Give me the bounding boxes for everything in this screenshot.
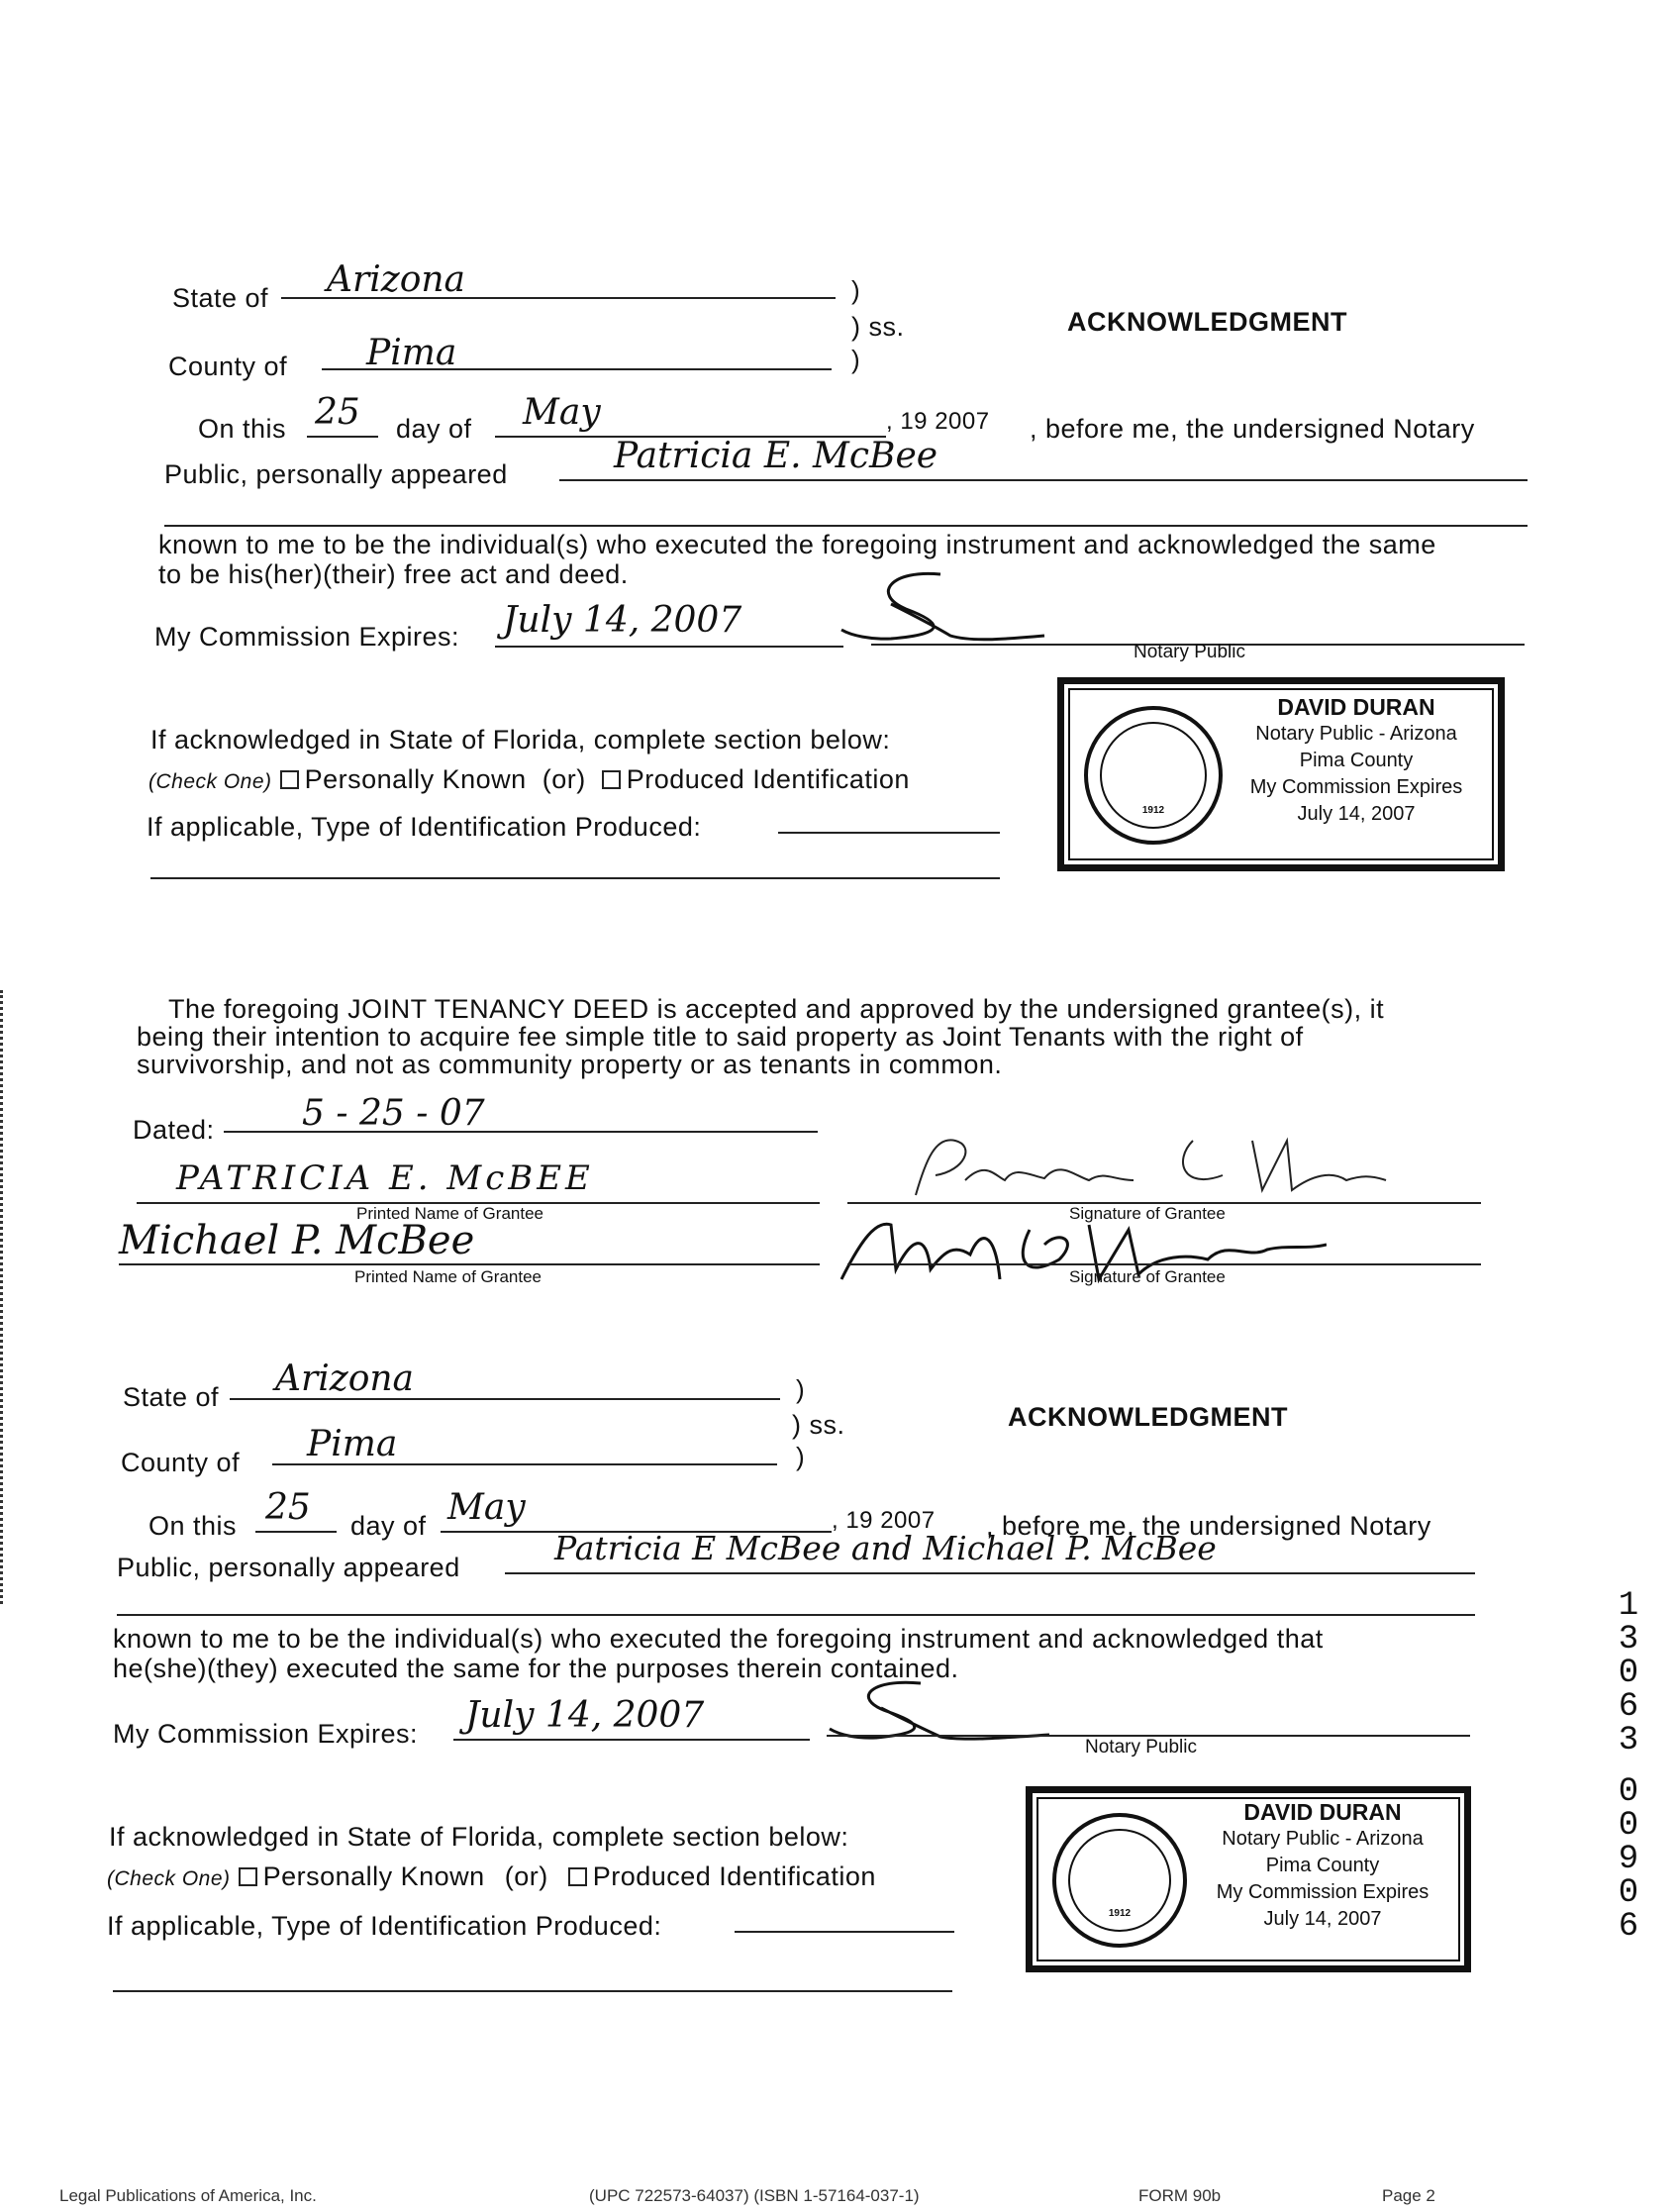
footer-page: Page 2 [1382, 2186, 1435, 2205]
personally-known-checkbox[interactable] [280, 770, 299, 789]
day-underline [307, 436, 378, 438]
appeared-value: Patricia E. McBee [614, 436, 938, 476]
day-of-label: day of [396, 414, 472, 444]
paren: ) [796, 1374, 805, 1404]
commission-label: My Commission Expires: [154, 622, 460, 652]
florida-line: If acknowledged in State of Florida, complete section below: [109, 1822, 849, 1852]
deed-paragraph-line-1: The foregoing JOINT TENANCY DEED is accepted and approved by the undersigned grantee(s), it [168, 994, 1385, 1024]
acknowledgment-title: ACKNOWLEDGMENT [1008, 1402, 1288, 1432]
state-seal-icon [1052, 1813, 1187, 1948]
grantee-2-printed-line [119, 1263, 820, 1265]
public-appeared-label: Public, personally appeared [164, 459, 508, 489]
on-this-label: On this [148, 1511, 238, 1541]
notary-stamp-1 [1057, 677, 1505, 871]
personally-known-label: Personally Known [304, 764, 527, 794]
side-digit: 0 [1618, 1655, 1639, 1692]
month-value: May [447, 1487, 526, 1528]
dated-underline [224, 1131, 818, 1133]
deed-paragraph-line-2: being their intention to acquire fee simple title to said property as Joint Tenants with the right of [137, 1022, 1304, 1052]
commission-value: July 14, 2007 [503, 600, 742, 641]
side-digit: 6 [1618, 1908, 1639, 1946]
side-digit: 3 [1618, 1722, 1639, 1760]
signature-label-2: Signature of Grantee [1069, 1267, 1226, 1286]
ss-label: ) ss. [851, 312, 905, 342]
county-label: County of [121, 1448, 241, 1477]
day-underline [255, 1531, 337, 1533]
year-value: , 19 2007 [832, 1507, 936, 1534]
printed-name-label-1: Printed Name of Grantee [356, 1204, 543, 1223]
appeared-underline-2 [117, 1614, 1475, 1616]
id-type-underline [735, 1931, 954, 1933]
printed-name-label-2: Printed Name of Grantee [354, 1267, 542, 1286]
seal-year: 1912 [1108, 1908, 1132, 1919]
stamp-line-3: My Commission Expires [1249, 776, 1463, 798]
produced-id-label: Produced Identification [626, 764, 910, 794]
side-digit: 0 [1618, 1874, 1639, 1912]
id-type-underline-2 [113, 1990, 952, 1992]
grantee-2-signature-line [847, 1263, 1481, 1265]
grantee-2-printed: Michael P. McBee [119, 1218, 475, 1263]
public-appeared-label: Public, personally appeared [117, 1553, 460, 1582]
state-seal-icon [1084, 706, 1223, 845]
signature-label-1: Signature of Grantee [1069, 1204, 1226, 1223]
id-type-underline-2 [150, 877, 1000, 879]
produced-id-checkbox[interactable] [568, 1867, 587, 1886]
county-value: Pima [307, 1424, 398, 1464]
state-underline [230, 1398, 780, 1400]
check-one-row [107, 1861, 876, 1892]
notary-public-label: Notary Public [1134, 642, 1245, 662]
acknowledgment-title: ACKNOWLEDGMENT [1067, 307, 1347, 337]
footer-form: FORM 90b [1138, 2186, 1222, 2205]
notary-public-label: Notary Public [1085, 1737, 1197, 1758]
commission-underline [453, 1739, 810, 1741]
ss-label: ) ss. [792, 1410, 845, 1440]
stamp-line-2: Pima County [1299, 750, 1414, 771]
stamp-line-1: Notary Public - Arizona [1255, 723, 1457, 745]
month-value: May [523, 392, 601, 433]
deed-paragraph-line-3: survivorship, and not as community property or as tenants in common. [137, 1050, 1003, 1079]
on-this-label: On this [198, 414, 287, 444]
known-line-1: known to me to be the individual(s) who executed the foregoing instrument and acknowledged the same [158, 530, 1436, 559]
stamp-line-3: My Commission Expires [1216, 1881, 1430, 1903]
notary-signature-2 [822, 1673, 1059, 1753]
county-value: Pima [366, 333, 457, 373]
commission-underline [495, 646, 843, 648]
footer-upc: (UPC 722573-64037) (ISBN 1-57164-037-1) [589, 2186, 920, 2205]
check-one-label: (Check One) [107, 1867, 231, 1890]
side-digit: 9 [1618, 1841, 1639, 1878]
state-value: Arizona [275, 1358, 415, 1399]
grantee-1-printed: PATRICIA E. McBEE [176, 1158, 594, 1198]
or-label: (or) [542, 764, 586, 794]
before-me-text: , before me, the undersigned Notary [986, 1511, 1431, 1541]
dated-value: 5 - 25 - 07 [302, 1093, 485, 1134]
county-underline [322, 368, 832, 370]
stamp-line-2: Pima County [1265, 1855, 1380, 1876]
grantee-1-signature [896, 1121, 1391, 1210]
commission-label: My Commission Expires: [113, 1719, 419, 1749]
known-line-2: he(she)(they) executed the same for the purposes therein contained. [113, 1654, 959, 1683]
stamp-name: DAVID DURAN [1277, 694, 1435, 720]
appeared-value: Patricia E McBee and Michael P. McBee [554, 1529, 1217, 1567]
county-underline [272, 1463, 777, 1465]
footer-publisher: Legal Publications of America, Inc. [59, 2186, 317, 2205]
day-value: 25 [315, 392, 360, 433]
notary-signature-1 [832, 564, 1049, 654]
id-type-underline [778, 832, 1000, 834]
check-one-row [148, 764, 910, 795]
day-of-label: day of [350, 1511, 427, 1541]
known-line-2: to be his(her)(their) free act and deed. [158, 559, 629, 589]
personally-known-label: Personally Known [262, 1861, 485, 1891]
notary-stamp-2 [1026, 1786, 1471, 1972]
side-digit: 1 [1618, 1587, 1639, 1625]
commission-value: July 14, 2007 [465, 1695, 705, 1736]
left-edge-marks [0, 990, 7, 1604]
stamp-name: DAVID DURAN [1243, 1799, 1402, 1825]
known-line-1: known to me to be the individual(s) who executed the foregoing instrument and acknowledged that [113, 1624, 1324, 1654]
state-label: State of [123, 1382, 220, 1412]
paren: ) [796, 1442, 805, 1471]
day-value: 25 [265, 1487, 311, 1528]
produced-id-checkbox[interactable] [602, 770, 621, 789]
side-digit: 0 [1618, 1807, 1639, 1845]
county-label: County of [168, 352, 288, 381]
id-type-label: If applicable, Type of Identification Produced: [107, 1911, 662, 1941]
stamp-line-4: July 14, 2007 [1263, 1908, 1382, 1930]
state-label: State of [172, 283, 269, 313]
check-one-label: (Check One) [148, 770, 272, 793]
florida-line: If acknowledged in State of Florida, complete section below: [150, 725, 891, 754]
personally-known-checkbox[interactable] [239, 1867, 257, 1886]
stamp-line-1: Notary Public - Arizona [1222, 1828, 1424, 1850]
paren: ) [851, 345, 860, 374]
paren: ) [851, 275, 860, 305]
appeared-underline [559, 479, 1528, 481]
stamp-line-4: July 14, 2007 [1297, 803, 1416, 825]
year-value: , 19 2007 [886, 408, 990, 435]
or-label: (or) [504, 1861, 548, 1891]
dated-label: Dated: [133, 1115, 215, 1145]
side-digit: 3 [1618, 1621, 1639, 1659]
state-underline [281, 297, 836, 299]
side-digit: 6 [1618, 1688, 1639, 1726]
produced-id-label: Produced Identification [592, 1861, 876, 1891]
before-me-text: , before me, the undersigned Notary [1030, 414, 1475, 444]
state-value: Arizona [327, 259, 466, 300]
id-type-label: If applicable, Type of Identification Produced: [147, 812, 702, 842]
seal-year: 1912 [1141, 805, 1165, 816]
appeared-underline [505, 1572, 1475, 1574]
side-digit: 0 [1618, 1773, 1639, 1811]
appeared-underline-2 [164, 525, 1528, 527]
